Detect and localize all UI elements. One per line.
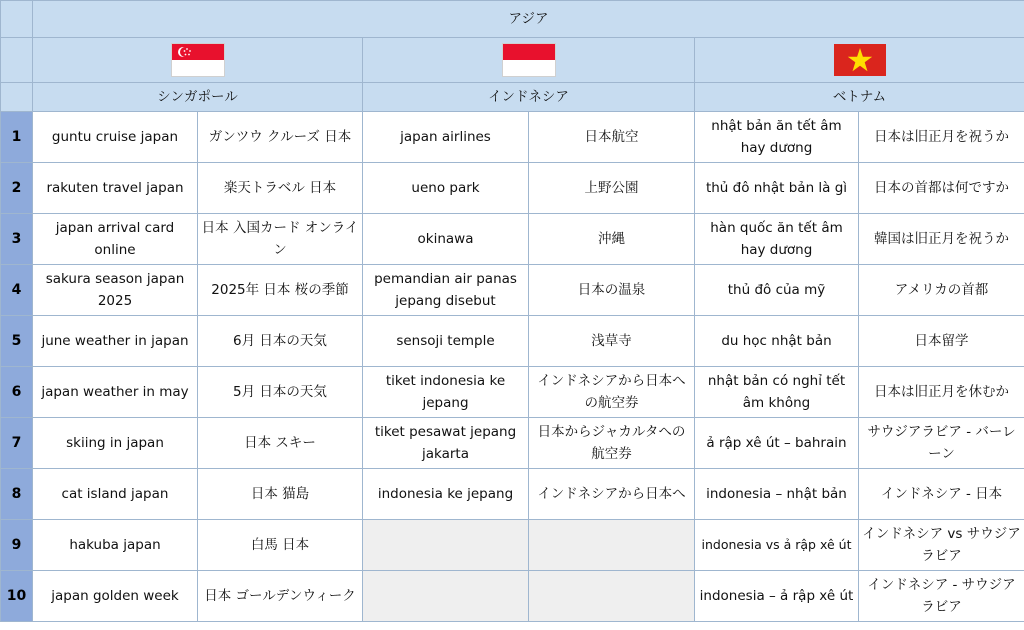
corner-cell	[1, 38, 33, 83]
row-number: 5	[1, 316, 33, 367]
keyword-cell: june weather in japan	[33, 316, 198, 367]
keyword-cell: nhật bản ăn tết âm hay dương	[695, 112, 859, 163]
translation-cell: インドネシア - 日本	[859, 469, 1024, 520]
corner-cell	[1, 1, 33, 38]
country-header-vietnam: ベトナム	[695, 83, 1024, 112]
empty-cell	[529, 520, 695, 571]
table-row	[1, 571, 1024, 622]
translation-cell: 上野公園	[529, 163, 695, 214]
keyword-cell: indonesia – nhật bản	[695, 469, 859, 520]
table-row	[1, 520, 1024, 571]
country-header-indonesia: インドネシア	[363, 83, 695, 112]
translation-cell: 日本航空	[529, 112, 695, 163]
keyword-cell: japan weather in may	[33, 367, 198, 418]
translation-cell: インドネシア vs サウジアラビア	[859, 520, 1024, 571]
keyword-cell: tiket pesawat jepang jakarta	[363, 418, 529, 469]
translation-cell: 日本 入国カード オンライン	[198, 214, 363, 265]
translation-cell: 楽天トラベル 日本	[198, 163, 363, 214]
flag-cell-singapore	[33, 38, 363, 83]
translation-cell: 白馬 日本	[198, 520, 363, 571]
translation-cell: ガンツウ クルーズ 日本	[198, 112, 363, 163]
keyword-cell: okinawa	[363, 214, 529, 265]
translation-cell: 日本の首都は何ですか	[859, 163, 1024, 214]
translation-cell: 2025年 日本 桜の季節	[198, 265, 363, 316]
translation-cell: 日本 ゴールデンウィーク	[198, 571, 363, 622]
row-number: 10	[1, 571, 33, 622]
keyword-cell: japan arrival card online	[33, 214, 198, 265]
row-number: 1	[1, 112, 33, 163]
flag-cell-vietnam	[695, 38, 1024, 83]
translation-cell: アメリカの首都	[859, 265, 1024, 316]
keyword-cell: rakuten travel japan	[33, 163, 198, 214]
translation-cell: 日本 猫島	[198, 469, 363, 520]
translation-cell: 日本留学	[859, 316, 1024, 367]
keyword-cell: cat island japan	[33, 469, 198, 520]
row-number: 4	[1, 265, 33, 316]
empty-cell	[363, 520, 529, 571]
keyword-cell: japan airlines	[363, 112, 529, 163]
translation-cell: 浅草寺	[529, 316, 695, 367]
keyword-cell: hàn quốc ăn tết âm hay dương	[695, 214, 859, 265]
translation-cell: 5月 日本の天気	[198, 367, 363, 418]
country-header-singapore: シンガポール	[33, 83, 363, 112]
row-number: 2	[1, 163, 33, 214]
translation-cell: 日本は旧正月を休むか	[859, 367, 1024, 418]
row-number: 9	[1, 520, 33, 571]
row-number: 7	[1, 418, 33, 469]
table-row	[1, 265, 1024, 316]
row-number: 8	[1, 469, 33, 520]
table-row	[1, 367, 1024, 418]
keyword-cell: hakuba japan	[33, 520, 198, 571]
keyword-cell: ả rập xê út – bahrain	[695, 418, 859, 469]
table-row	[1, 418, 1024, 469]
translation-cell: 日本からジャカルタへの航空券	[529, 418, 695, 469]
translation-cell: 日本 スキー	[198, 418, 363, 469]
keyword-cell: thủ đô của mỹ	[695, 265, 859, 316]
table-row	[1, 214, 1024, 265]
flag-cell-indonesia	[363, 38, 695, 83]
keyword-cell: skiing in japan	[33, 418, 198, 469]
empty-cell	[363, 571, 529, 622]
translation-cell: 沖縄	[529, 214, 695, 265]
table-row	[1, 163, 1024, 214]
translation-cell: インドネシア - サウジアラビア	[859, 571, 1024, 622]
translation-cell: 日本の温泉	[529, 265, 695, 316]
keyword-cell: sensoji temple	[363, 316, 529, 367]
region-header: アジア	[33, 1, 1024, 38]
keyword-cell: pemandian air panas jepang disebut	[363, 265, 529, 316]
keyword-cell: indonesia ke jepang	[363, 469, 529, 520]
translation-cell: インドネシアから日本への航空券	[529, 367, 695, 418]
row-number: 6	[1, 367, 33, 418]
translation-cell: 6月 日本の天気	[198, 316, 363, 367]
corner-cell	[1, 83, 33, 112]
vietnam-flag-icon	[834, 44, 886, 76]
translation-cell: サウジアラビア - バーレーン	[859, 418, 1024, 469]
indonesia-flag-icon	[502, 43, 556, 77]
keyword-cell: indonesia – ả rập xê út	[695, 571, 859, 622]
keyword-cell: sakura season japan 2025	[33, 265, 198, 316]
translation-cell: 韓国は旧正月を祝うか	[859, 214, 1024, 265]
row-number: 3	[1, 214, 33, 265]
keyword-cell: tiket indonesia ke jepang	[363, 367, 529, 418]
keyword-cell: thủ đô nhật bản là gì	[695, 163, 859, 214]
keyword-cell: guntu cruise japan	[33, 112, 198, 163]
empty-cell	[529, 571, 695, 622]
keyword-cell: nhật bản có nghỉ tết âm không	[695, 367, 859, 418]
table-row	[1, 316, 1024, 367]
table-row	[1, 469, 1024, 520]
keyword-cell: du học nhật bản	[695, 316, 859, 367]
translation-cell: 日本は旧正月を祝うか	[859, 112, 1024, 163]
keyword-cell: japan golden week	[33, 571, 198, 622]
table-row	[1, 112, 1024, 163]
singapore-flag-icon	[171, 43, 225, 77]
keyword-cell: indonesia vs ả rập xê út	[695, 520, 859, 571]
keyword-cell: ueno park	[363, 163, 529, 214]
translation-cell: インドネシアから日本へ	[529, 469, 695, 520]
